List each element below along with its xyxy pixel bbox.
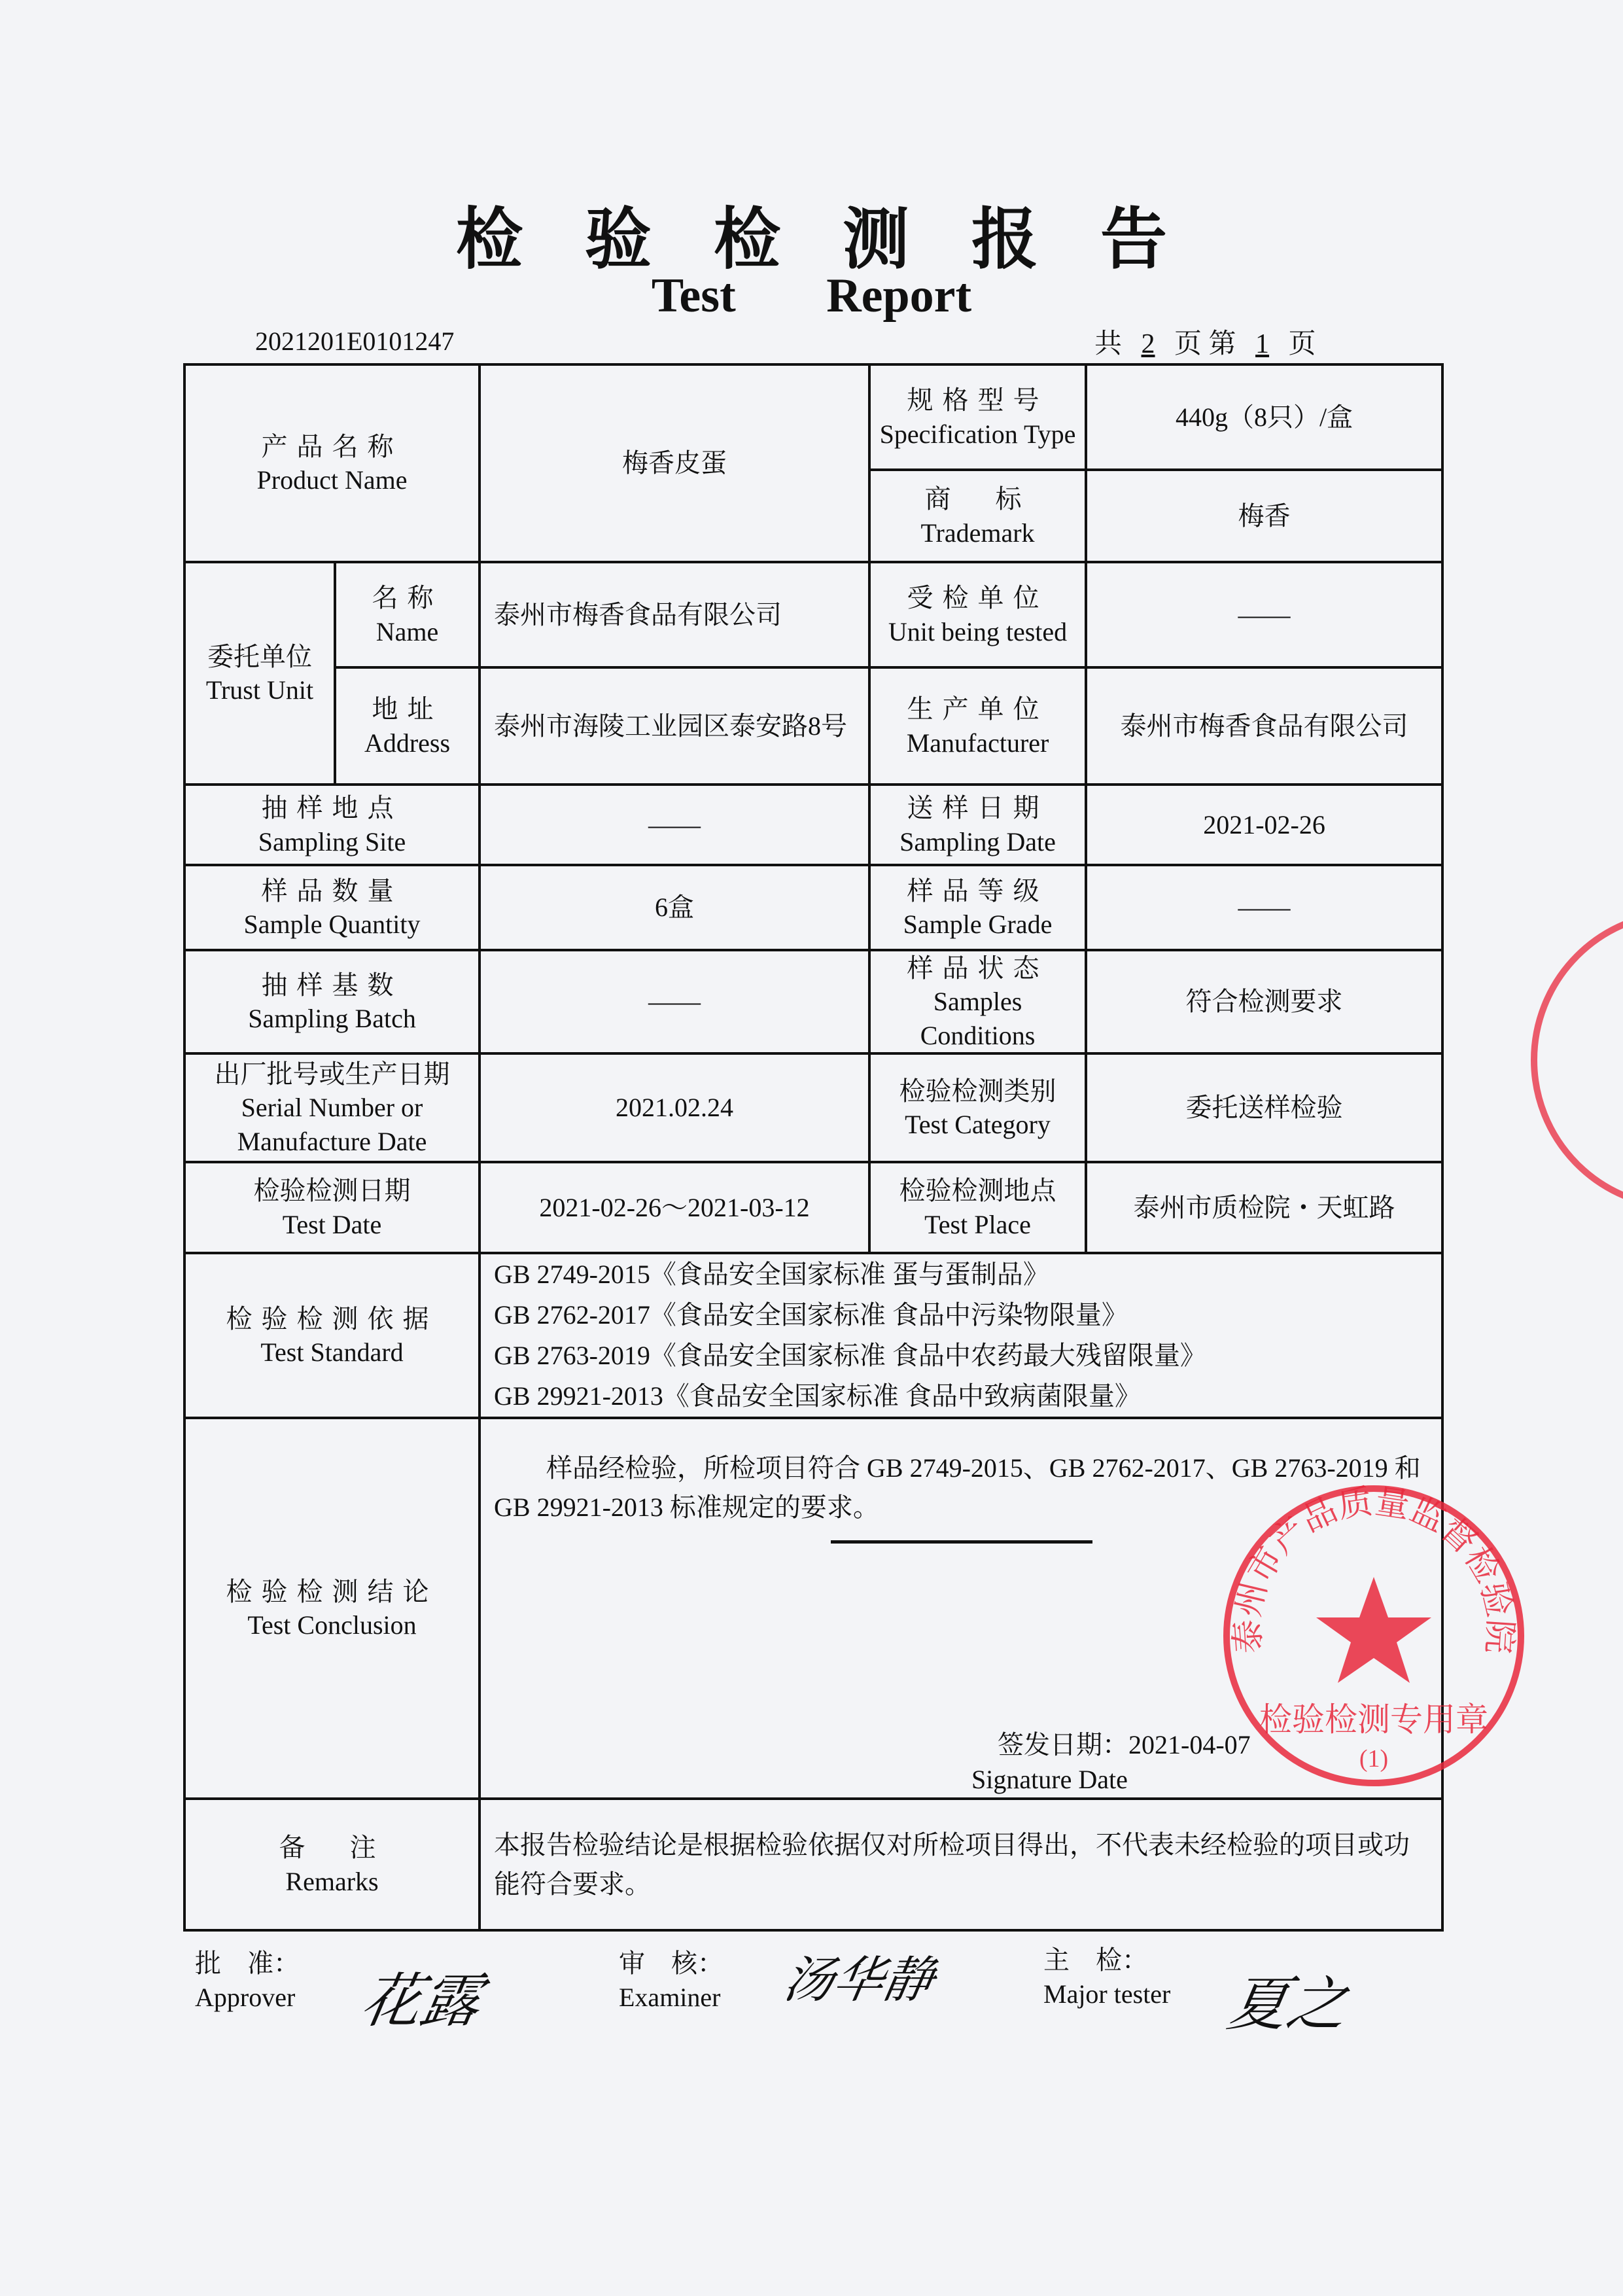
- product-name-label: 产品名称 Product Name: [184, 364, 480, 562]
- test-standard-list: [480, 1253, 1442, 1418]
- sample-conditions-value: 符合检测要求: [1086, 950, 1442, 1053]
- approver-label: 批 准： Approver: [195, 1949, 300, 2012]
- sampling-date-value: 2021-02-26: [1086, 785, 1442, 865]
- test-standard-label: 检验检测依据 Test Standard: [184, 1253, 480, 1418]
- standard-item: GB 29921-2013《食品安全国家标准 食品中致病菌限量》: [494, 1381, 1141, 1411]
- sampling-site-label: 抽样地点 Sampling Site: [184, 785, 480, 865]
- conclusion-text: 样品经检验，所检项目符合 GB 2749-2015、GB 2762-2017、GB 2763-2019 和 GB 29921-2013 标准规定的要求。: [494, 1453, 1421, 1522]
- unit-tested-label: 受检单位 Unit being tested: [869, 562, 1086, 667]
- examiner-signature: 汤华静: [779, 1951, 939, 2009]
- page-prefix: 共: [1094, 329, 1123, 359]
- spec-label: 规格型号 Specification Type: [869, 364, 1086, 470]
- test-date-label: 检验检测日期 Test Date: [184, 1162, 480, 1253]
- remarks-label: 备 注 Remarks: [184, 1799, 480, 1930]
- page-indicator: [1094, 322, 1316, 361]
- sampling-date-label: 送样日期 Sampling Date: [869, 785, 1086, 865]
- conclusion-content: [480, 1418, 1442, 1799]
- standard-item: GB 2762-2017《食品安全国家标准 食品中污染物限量》: [494, 1300, 1128, 1330]
- spec-value: 440g（8只）/盒: [1086, 364, 1442, 470]
- report-table: [183, 363, 1444, 1932]
- trust-address-value: 泰州市海陵工业园区泰安路8号: [480, 667, 869, 785]
- serial-label: 出厂批号或生产日期 Serial Number or Manufacture Date: [184, 1053, 480, 1162]
- seam-stamp: [1524, 903, 1623, 1217]
- remarks-text: 本报告检验结论是根据检验依据仅对所检项目得出，不代表未经检验的项目或功能符合要求。: [480, 1799, 1442, 1930]
- sign-date-en: Signature Date: [971, 1765, 1128, 1794]
- trademark-value: 梅香: [1086, 470, 1442, 562]
- tester-signature: 夏之: [1223, 1970, 1353, 2039]
- report-title-cn: 检验检测报告: [456, 200, 1229, 279]
- manufacturer-value: 泰州市梅香食品有限公司: [1086, 667, 1442, 785]
- sample-quantity-label: 样品数量 Sample Quantity: [184, 865, 480, 950]
- test-place-label: 检验检测地点 Test Place: [869, 1162, 1086, 1253]
- sampling-batch-value: ——: [480, 950, 869, 1053]
- product-name-value: 梅香皮蛋: [480, 364, 869, 562]
- sign-date: 签发日期：2021-04-07: [998, 1730, 1251, 1759]
- tester-label: 主 检： Major tester: [1043, 1945, 1171, 2009]
- sample-conditions-label: 样品状态 Samples Conditions: [869, 950, 1086, 1053]
- sample-grade-value: ——: [1086, 865, 1442, 950]
- test-place-value: 泰州市质检院・天虹路: [1086, 1162, 1442, 1253]
- report-title-en: Test Report: [651, 269, 972, 323]
- standard-item: GB 2749-2015《食品安全国家标准 蛋与蛋制品》: [494, 1260, 1049, 1289]
- trust-address-label: 地址 Address: [335, 667, 480, 785]
- trust-name-label: 名称 Name: [335, 562, 480, 667]
- page-total: 2: [1141, 329, 1155, 359]
- stamp-num: (1): [1359, 1745, 1389, 1773]
- unit-tested-value: ——: [1086, 562, 1442, 667]
- stamp-text: 泰州市产品质量监督检验院: [1227, 1482, 1520, 1655]
- trust-unit-label: 委托单位 Trust Unit: [184, 562, 335, 785]
- examiner-label: 审 核： Examiner: [619, 1949, 724, 2012]
- page-current: 1: [1255, 329, 1270, 359]
- test-date-value: 2021-02-26～2021-03-12: [480, 1162, 869, 1253]
- stamp-sub: 检验检测专用章: [1259, 1701, 1488, 1739]
- sample-grade-label: 样品等级 Sample Grade: [869, 865, 1086, 950]
- trust-name-value: 泰州市梅香食品有限公司: [480, 562, 869, 667]
- conclusion-label: 检验检测结论 Test Conclusion: [184, 1418, 480, 1799]
- standard-item: GB 2763-2019《食品安全国家标准 食品中农药最大残留限量》: [494, 1341, 1206, 1370]
- trademark-label: 商 标 Trademark: [869, 470, 1086, 562]
- page-mid: 页 第: [1174, 329, 1236, 359]
- sampling-site-value: ——: [480, 785, 869, 865]
- sampling-batch-label: 抽样基数 Sampling Batch: [184, 950, 480, 1053]
- manufacturer-label: 生产单位 Manufacturer: [869, 667, 1086, 785]
- approver-signature: 花露: [356, 1967, 486, 2036]
- serial-value: 2021.02.24: [480, 1053, 869, 1162]
- test-category-value: 委托送样检验: [1086, 1053, 1442, 1162]
- test-category-label: 检验检测类别 Test Category: [869, 1053, 1086, 1162]
- sample-quantity-value: 6盒: [480, 865, 869, 950]
- page-suffix: 页: [1288, 329, 1316, 359]
- report-number: 2021201E0101247: [255, 327, 455, 356]
- divider-line: [831, 1540, 1092, 1544]
